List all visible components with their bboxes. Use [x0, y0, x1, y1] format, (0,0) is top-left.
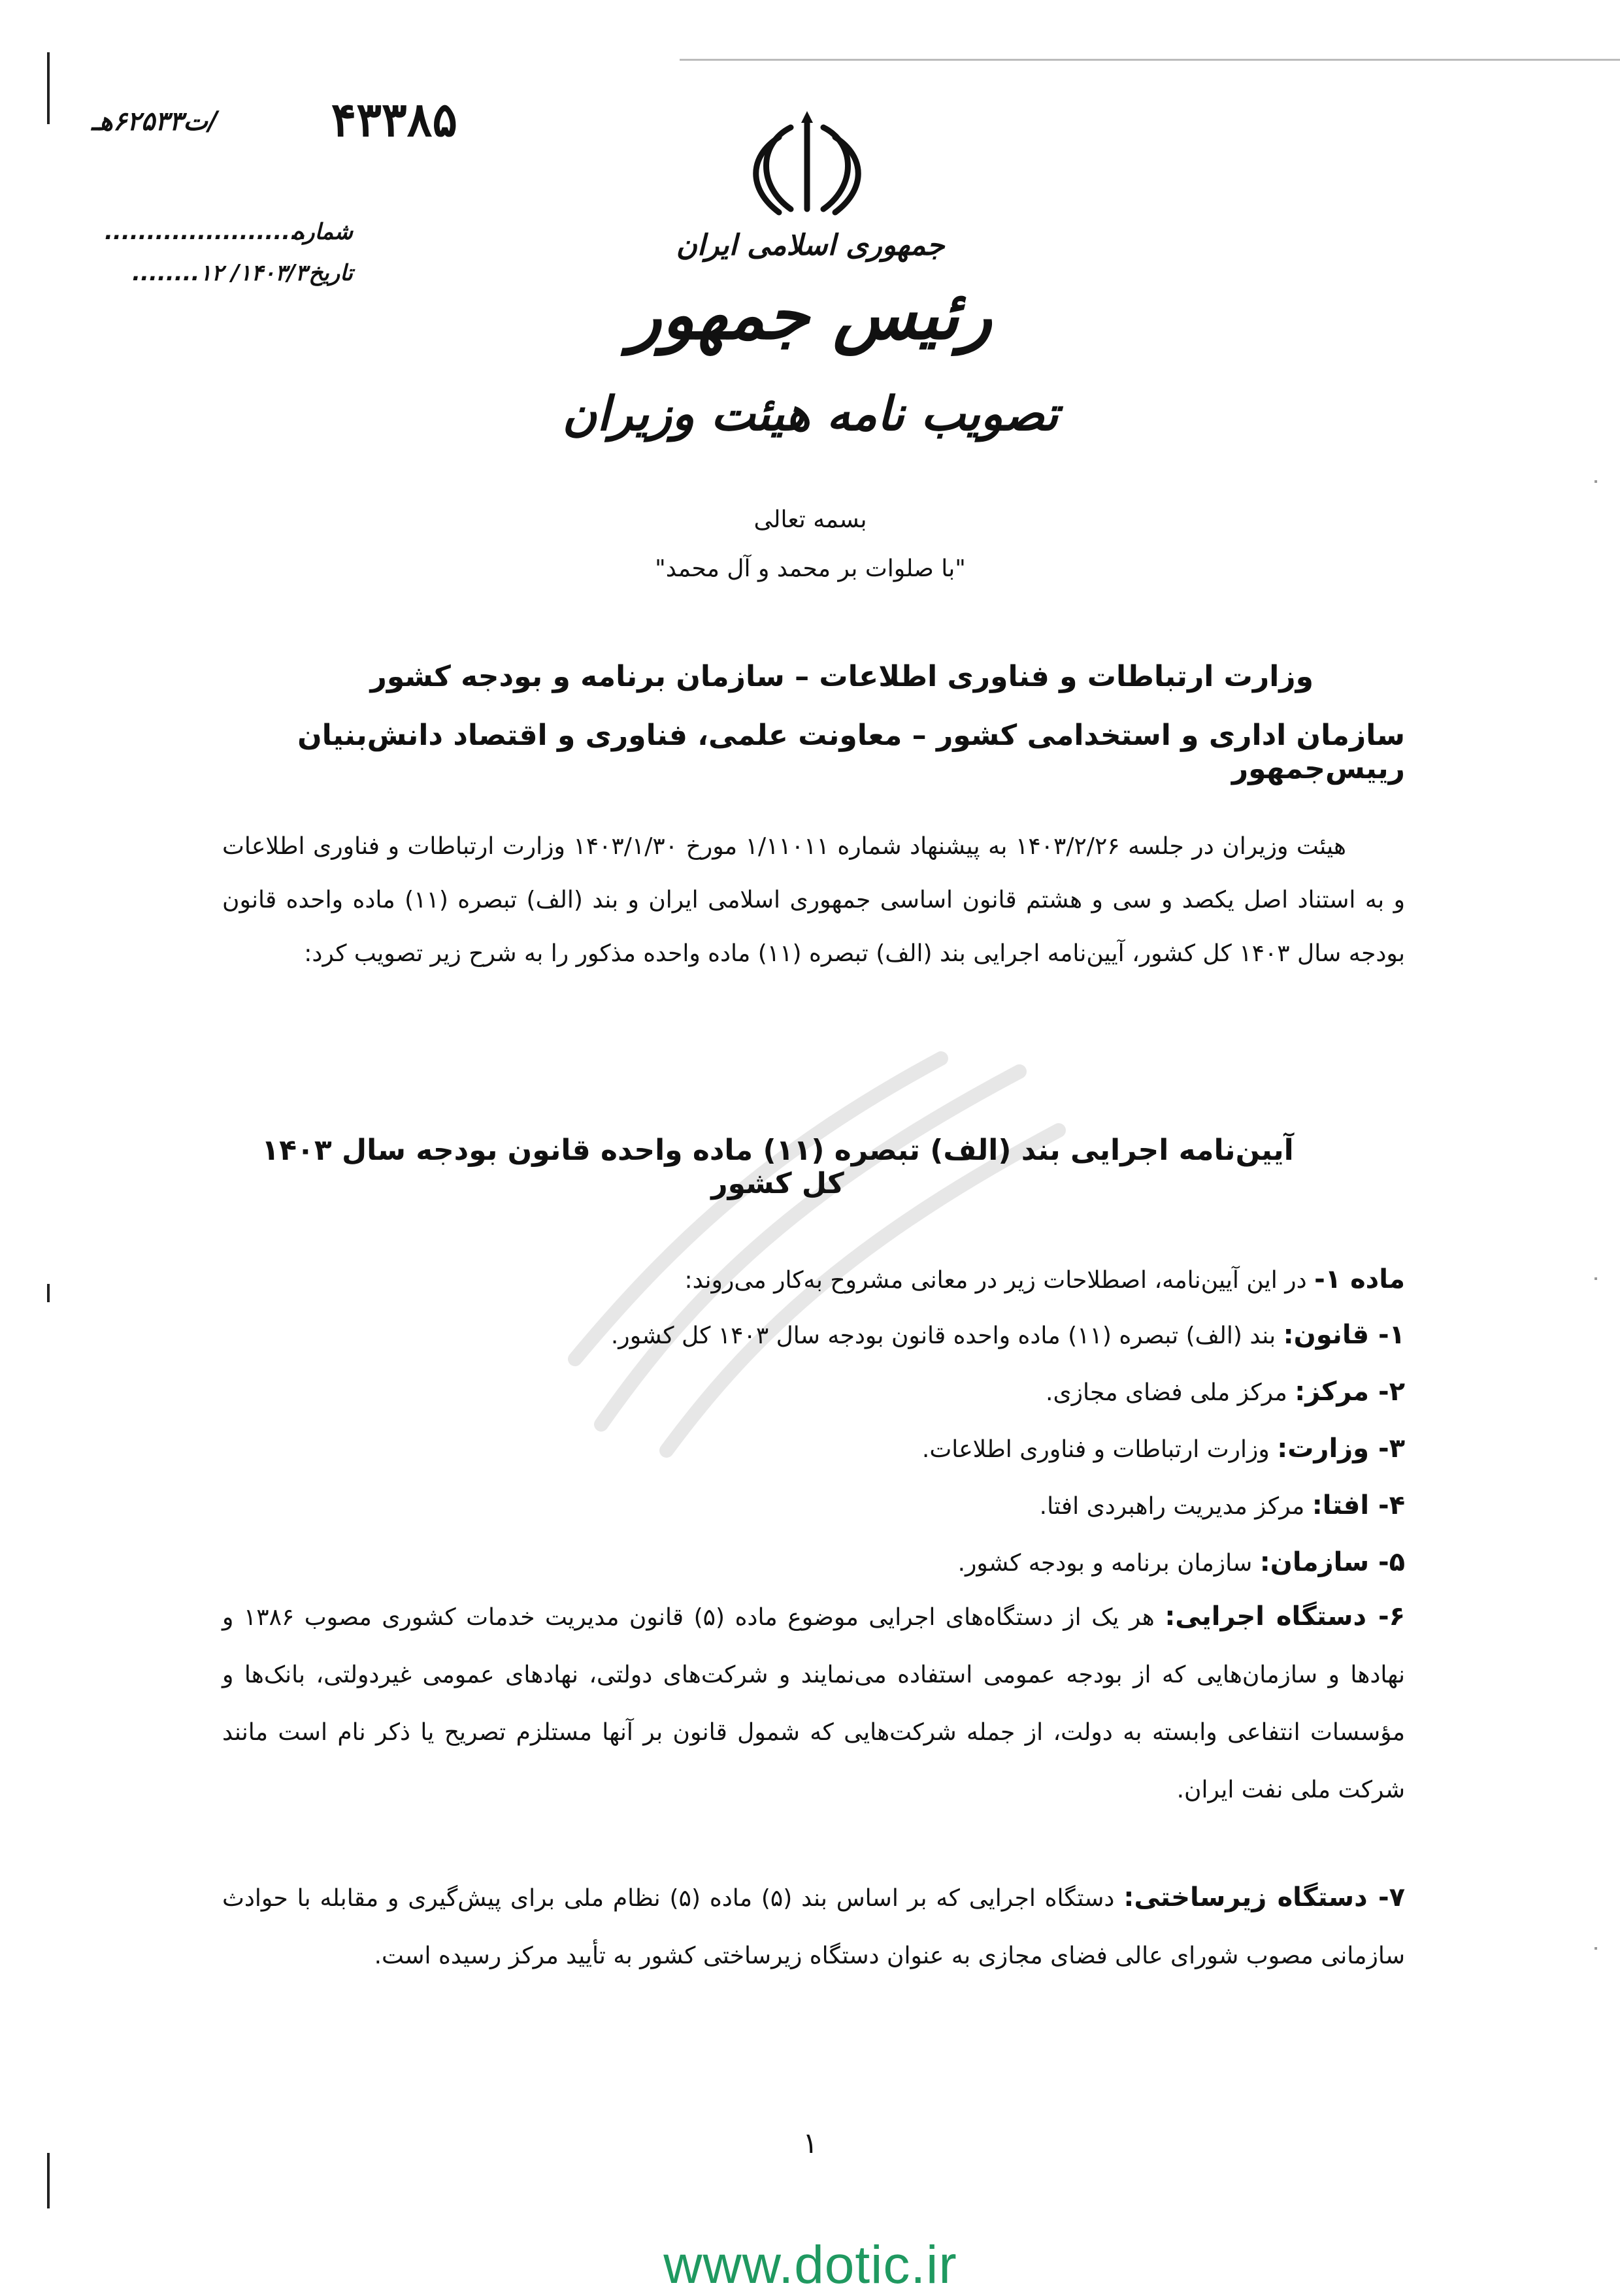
letter-date — [91, 260, 353, 286]
scan-margin-mark — [47, 1284, 50, 1302]
scan-margin-mark — [47, 2153, 50, 2208]
article-1-text: در این آیین‌نامه، اصطلاحات زیر در معانی مشروح به‌کار می‌روند: — [684, 1267, 1307, 1294]
definition-text: مرکز مدیریت راهبردی افتا. — [1039, 1493, 1305, 1520]
article-1 — [222, 1264, 1405, 1294]
scan-dot — [1595, 1947, 1597, 1950]
article-1-label: ماده ۱- — [1314, 1264, 1405, 1294]
letter-date-label: تاریخ — [308, 260, 353, 286]
definition-label: ۶- دستگاه اجرایی: — [1165, 1601, 1406, 1632]
intro-paragraph: هیئت وزیران در جلسه ۱۴۰۳/۲/۲۶ به پیشنهاد شماره ۱/۱۱۰۱۱ مورخ ۱۴۰۳/۱/۳۰ وزارت ارتباطات و فناوری اطلاعات و به استناد اصل یکصد و سی و هشتم قانون اساسی جمهوری اسلامی ایران و بند (الف) تبصره (۱۱) ماده واحده قانون بودجه سال ۱۴۰۳ کل کشور، آیین‌نامه اجرایی بند (الف) تبصره (۱۱) ماده واحده مذکور را به شرح زیر تصویب کرد: — [222, 833, 1405, 967]
definition-text: بند (الف) تبصره (۱۱) ماده واحده قانون بودجه سال ۱۴۰۳ کل کشور. — [610, 1322, 1276, 1349]
reference-number — [91, 91, 457, 150]
definition-1 — [222, 1320, 1405, 1350]
definition-label: ۵- سازمان: — [1259, 1547, 1405, 1577]
definition-7 — [222, 1869, 1405, 1985]
watermark-seal — [523, 1019, 1111, 1477]
header-republic: جمهوری اسلامی ایران — [676, 229, 945, 262]
definition-label: ۱- قانون: — [1283, 1320, 1405, 1350]
header-cabinet-approval: تصویب نامه هیئت وزیران — [562, 385, 1059, 441]
footer-url[interactable]: www.dotic.ir — [663, 2235, 957, 2295]
definition-3 — [222, 1434, 1405, 1464]
definition-label: ۳- وزارت: — [1277, 1434, 1405, 1464]
scan-dot — [1595, 1277, 1597, 1280]
letter-number-value: ........................ — [105, 219, 307, 245]
definition-label: ۷- دستگاه زیرساختی: — [1123, 1882, 1406, 1912]
definition-5 — [222, 1547, 1405, 1577]
definition-text: مرکز ملی فضای مجازی. — [1046, 1379, 1287, 1406]
page-number: ۱ — [802, 2127, 818, 2160]
scan-margin-mark — [47, 52, 50, 124]
salawat: "با صلوات بر محمد و آل محمد" — [655, 555, 966, 582]
scan-dot — [1595, 480, 1597, 483]
addressees-line-2: سازمان اداری و استخدامی کشور – معاونت علمی، فناوری و اقتصاد دانش‌بنیان رییس‌جمهور — [297, 719, 1405, 785]
reference-number-main: ۴۳۳۸۵ — [331, 91, 457, 147]
letter-number — [91, 219, 353, 245]
definition-4 — [222, 1490, 1405, 1520]
definition-text: هر یک از دستگاه‌های اجرایی موضوع ماده (۵) قانون مدیریت خدمات کشوری مصوب ۱۳۸۶ و نهادها و سازمان‌هایی که از بودجه عمومی استفاده می‌نمایند و شرکت‌های دولتی، نهادهای عمومی غیردولتی، بانک‌ها و مؤسسات انتفاعی وابسته به دولت، از جمله شرکت‌هایی که شمول قانون بر آنها مستلزم تصریح یا ذکر نام است مانند شرکت ملی نفت ایران. — [222, 1604, 1405, 1803]
scan-edge-line — [680, 59, 1620, 61]
reference-number-secondary: /ت۶۲۵۳۳هـ — [91, 106, 218, 137]
letter-number-label: شماره — [292, 219, 353, 245]
emblem-icon — [745, 111, 869, 222]
addressees-line-1: وزارت ارتباطات و فناوری اطلاعات – سازمان برنامه و بودجه کشور — [370, 660, 1314, 693]
definition-text: وزارت ارتباطات و فناوری اطلاعات. — [921, 1436, 1270, 1463]
letter-date-value: ۱۴۰۳/۳/ ۱۲........ — [132, 260, 307, 286]
bismillah: بسمه تعالی — [753, 506, 867, 533]
header-president: رئیس جمهور — [629, 274, 992, 355]
definition-text: سازمان برنامه و بودجه کشور. — [957, 1550, 1253, 1577]
definition-label: ۴- افتا: — [1312, 1490, 1405, 1520]
definition-2 — [222, 1377, 1405, 1407]
regulation-title: آیین‌نامه اجرایی بند (الف) تبصره (۱۱) ماده واحده قانون بودجه سال ۱۴۰۳ کل کشور — [261, 1134, 1294, 1200]
definition-text: دستگاه اجرایی که بر اساس بند (۵) ماده (۵) نظام ملی برای پیش‌گیری و مقابله با حوادث سازمانی مصوب شورای عالی فضای مجازی به عنوان دستگاه زیرساختی کشور به تأیید مرکز رسیده است. — [222, 1885, 1405, 1969]
definition-label: ۲- مرکز: — [1295, 1377, 1405, 1407]
definition-6 — [222, 1588, 1405, 1819]
